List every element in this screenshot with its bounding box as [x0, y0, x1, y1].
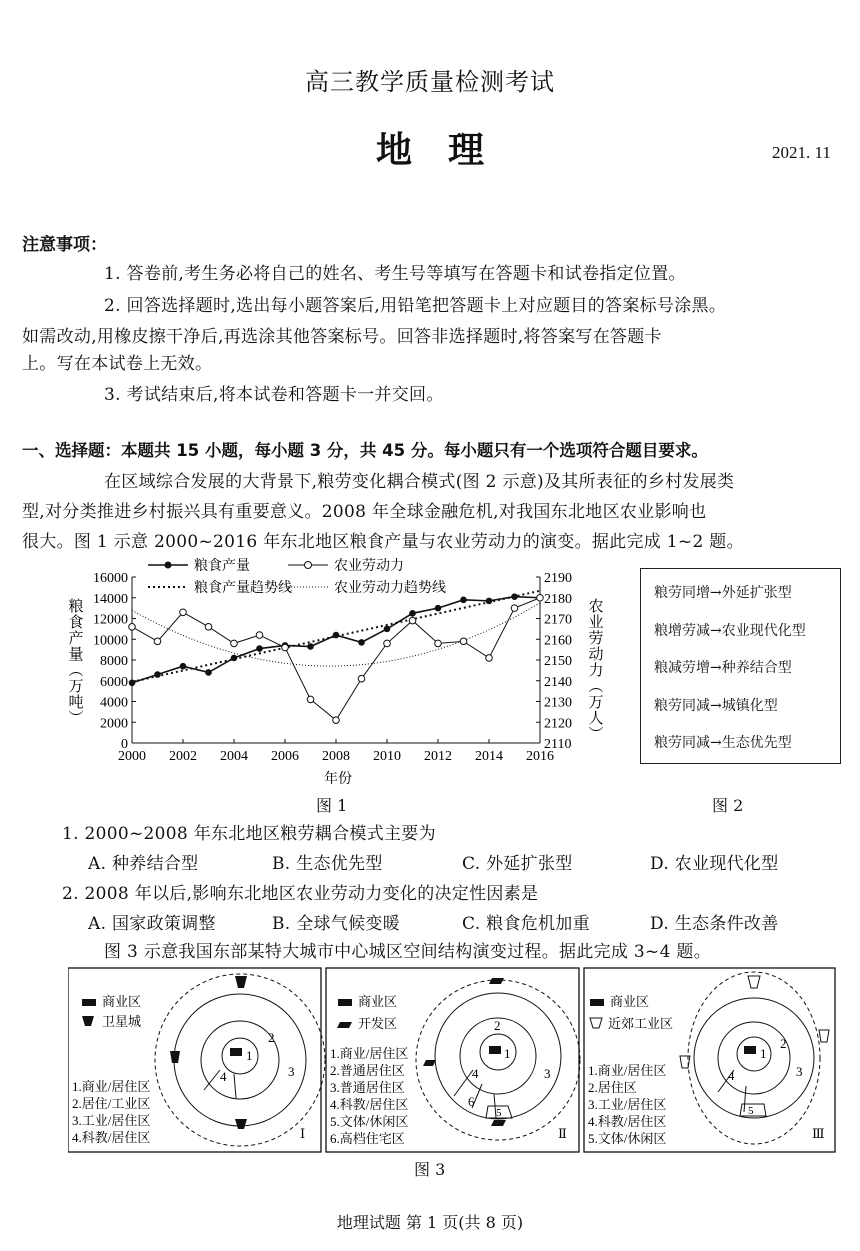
commercial-icon: [230, 1048, 242, 1056]
q2-option-d[interactable]: D. 生态条件改善: [650, 914, 779, 934]
notice-item: 如需改动,用橡皮擦干净后,再选涂其他答案标号。回答非选择题时,将答案写在答题卡: [22, 327, 662, 347]
grain-point: [409, 610, 416, 617]
labor-point: [511, 605, 518, 612]
q2-option-b[interactable]: B. 全球气候变暖: [272, 914, 400, 934]
satellite-city-icon: [170, 1051, 180, 1063]
svg-text:4: 4: [472, 1066, 479, 1081]
right-tick-label: 2120: [544, 716, 572, 732]
legend-development-zone-icon: [337, 1022, 352, 1028]
labor-point: [180, 609, 187, 616]
svg-text:3.普通居住区: 3.普通居住区: [330, 1080, 405, 1095]
x-tick-label: 2008: [322, 749, 350, 764]
notice-item: 3. 考试结束后,将本试卷和答题卡一并交回。: [104, 385, 444, 405]
grain-point: [333, 632, 340, 639]
development-zone-icon: [423, 1060, 436, 1066]
left-tick-label: 10000: [93, 633, 128, 649]
notice-item: 2. 回答选择题时,选出每小题答案后,用铅笔把答题卡上对应题目的答案标号涂黑。: [104, 296, 727, 316]
legend-suburban-industry-icon: [590, 1018, 602, 1028]
svg-text:商业区: 商业区: [610, 994, 650, 1009]
legend-grain: 粮食产量: [194, 559, 250, 574]
figure2-item: 粮减劳增→种养结合型: [654, 660, 792, 676]
grain-point: [486, 598, 493, 605]
commercial-icon: [489, 1046, 501, 1054]
legend-satellite-icon: [82, 1016, 94, 1026]
grain-point: [358, 639, 365, 646]
svg-text:1: 1: [760, 1046, 767, 1061]
legend-labor: 农业劳动力: [334, 559, 404, 574]
q2-option-a[interactable]: A. 国家政策调整: [88, 914, 216, 934]
page-footer: 地理试题 第 1 页(共 8 页): [336, 1213, 524, 1232]
svg-text:3.工业/居住区: 3.工业/居住区: [588, 1097, 667, 1112]
svg-text:5: 5: [748, 1105, 754, 1117]
svg-text:4.科教/居住区: 4.科教/居住区: [330, 1097, 409, 1112]
series-lines: [129, 593, 544, 723]
subject-title: 地 理: [375, 130, 484, 171]
x-axis-title: 年份: [324, 772, 352, 787]
left-tick-label: 12000: [93, 612, 128, 628]
exam-title: 高三教学质量检测考试: [305, 68, 555, 96]
svg-text:Ⅲ: Ⅲ: [812, 1126, 825, 1141]
svg-text:2.居住/工业区: 2.居住/工业区: [72, 1096, 151, 1111]
svg-text:3.工业/居住区: 3.工业/居住区: [72, 1113, 151, 1128]
svg-text:2: 2: [268, 1030, 275, 1045]
svg-text:1: 1: [504, 1046, 511, 1061]
figure2-item: 粮劳同减→城镇化型: [654, 698, 778, 714]
grain-point: [256, 645, 263, 652]
intro-line: 很大。图 1 示意 2000~2016 年东北地区粮食产量与农业劳动力的演变。据此完成 1~2 题。: [22, 532, 744, 552]
intro-line: 型,对分类推进乡村振兴具有重要意义。2008 年全球金融危机,对我国东北地区农业影响也: [22, 502, 707, 522]
x-tick-label: 2014: [475, 749, 503, 764]
left-tick-label: 4000: [100, 695, 128, 711]
labor-point: [154, 638, 161, 645]
right-tick-label: 2170: [544, 612, 572, 628]
labor-point: [256, 632, 263, 639]
labor-point: [409, 617, 416, 624]
q1-option-d[interactable]: D. 农业现代化型: [650, 854, 779, 874]
legend-commercial-icon: [82, 999, 96, 1006]
figure1-chart: [60, 553, 620, 788]
right-tick-label: 2140: [544, 674, 572, 690]
left-axis-ticks: [93, 571, 136, 752]
svg-text:4.科教/居住区: 4.科教/居住区: [588, 1114, 667, 1129]
satellite-city-icon: [235, 976, 247, 988]
svg-text:3: 3: [544, 1066, 551, 1081]
x-tick-label: 2010: [373, 749, 401, 764]
section-heading: 一、选择题：本题共 15 小题，每小题 3 分，共 45 分。每小题只有一个选项符合题目要求。: [22, 441, 708, 460]
svg-text:近郊工业区: 近郊工业区: [608, 1016, 674, 1031]
grain-point: [205, 669, 212, 676]
svg-text:1.商业/居住区: 1.商业/居住区: [330, 1046, 409, 1061]
legend-grain-trend: 粮食产量趋势线: [194, 581, 292, 596]
right-tick-label: 2160: [544, 633, 572, 649]
satellite-city-icon: [235, 1119, 247, 1129]
figure3-caption: 图 3: [414, 1160, 446, 1179]
grain-point: [231, 655, 238, 662]
labor-point: [435, 640, 442, 647]
figure2-item: 粮劳同减→生态优先型: [654, 735, 792, 751]
svg-text:Ⅱ: Ⅱ: [558, 1126, 567, 1141]
x-tick-label: 2016: [526, 749, 554, 764]
exam-date: 2021. 11: [772, 143, 831, 162]
grain-point: [307, 643, 314, 650]
suburban-industry-icon: [748, 976, 760, 988]
labor-point: [537, 594, 544, 601]
svg-text:4: 4: [728, 1068, 735, 1083]
svg-text:2.居住区: 2.居住区: [588, 1080, 637, 1095]
svg-text:5.文体/休闲区: 5.文体/休闲区: [588, 1131, 667, 1146]
left-tick-label: 6000: [100, 674, 128, 690]
q2-option-c[interactable]: C. 粮食危机加重: [462, 914, 590, 934]
labor-point: [486, 655, 493, 662]
right-tick-label: 2150: [544, 654, 572, 669]
svg-text:5.文体/休闲区: 5.文体/休闲区: [330, 1114, 409, 1129]
x-tick-label: 2000: [118, 749, 146, 764]
figure2-item: 粮增劳减→农业现代化型: [654, 623, 806, 639]
left-axis-title: 粮食产量︵万吨︶: [68, 599, 84, 727]
right-axis-title: 农业劳动力︵万人︶: [588, 599, 604, 743]
svg-text:6: 6: [468, 1094, 475, 1109]
grain-point: [180, 663, 187, 670]
svg-text:2: 2: [780, 1036, 787, 1051]
grain-point: [154, 671, 161, 678]
svg-text:6.高档住宅区: 6.高档住宅区: [330, 1131, 405, 1146]
svg-text:卫星城: 卫星城: [102, 1014, 142, 1029]
labor-point: [129, 624, 136, 631]
left-tick-label: 16000: [93, 571, 128, 586]
q1-option-a[interactable]: A. 种养结合型: [88, 854, 199, 874]
intro-line: 在区域综合发展的大背景下,粮劳变化耦合模式(图 2 示意)及其所表征的乡村发展类: [104, 472, 735, 492]
right-tick-label: 2190: [544, 571, 572, 586]
labor-point: [307, 696, 314, 703]
panel-1: [68, 968, 325, 1152]
x-tick-label: 2002: [169, 749, 197, 764]
svg-text:4: 4: [220, 1069, 227, 1084]
left-tick-label: 2000: [100, 716, 128, 732]
grain-line: [132, 597, 540, 683]
right-tick-label: 2110: [544, 737, 572, 752]
grain-point: [511, 593, 518, 600]
legend-labor-trend: 农业劳动力趋势线: [334, 581, 446, 596]
panel-3: [584, 968, 835, 1152]
svg-text:1.商业/居住区: 1.商业/居住区: [72, 1079, 151, 1094]
svg-text:4.科教/居住区: 4.科教/居住区: [72, 1130, 151, 1145]
svg-text:商业区: 商业区: [102, 994, 142, 1009]
fig3-intro: 图 3 示意我国东部某特大城市中心城区空间结构演变过程。据此完成 3~4 题。: [104, 942, 712, 962]
figure2-caption: 图 2: [712, 796, 744, 815]
labor-point: [282, 644, 289, 651]
development-zone-icon: [491, 1120, 506, 1126]
svg-text:2.普通居住区: 2.普通居住区: [330, 1063, 405, 1078]
svg-text:2: 2: [494, 1018, 501, 1033]
left-tick-label: 14000: [93, 591, 128, 607]
q1-option-c[interactable]: C. 外延扩张型: [462, 854, 573, 874]
x-axis-ticks: [118, 739, 554, 764]
svg-text:3: 3: [288, 1064, 295, 1079]
x-tick-label: 2004: [220, 749, 248, 764]
panel-2: [326, 968, 580, 1152]
suburban-industry-icon: [819, 1030, 829, 1042]
x-tick-label: 2012: [424, 749, 452, 764]
notice-item: 上。写在本试卷上无效。: [22, 354, 213, 374]
figure2-item: 粮劳同增→外延扩张型: [654, 585, 792, 601]
commercial-icon: [744, 1046, 756, 1054]
labor-point: [205, 624, 212, 631]
labor-point: [460, 638, 467, 645]
grain-point: [460, 597, 467, 604]
notice-item: 1. 答卷前,考生务必将自己的姓名、考生号等填写在答题卡和试卷指定位置。: [104, 264, 686, 284]
svg-text:Ⅰ: Ⅰ: [300, 1126, 306, 1141]
svg-text:商业区: 商业区: [358, 994, 398, 1009]
figure1-caption: 图 1: [316, 796, 348, 815]
legend-commercial-icon: [338, 999, 352, 1006]
grain-point: [129, 680, 136, 687]
svg-text:3: 3: [796, 1064, 803, 1079]
svg-text:1.商业/居住区: 1.商业/居住区: [588, 1063, 667, 1078]
grain-point: [435, 605, 442, 612]
question-2-stem: 2. 2008 年以后,影响东北地区农业劳动力变化的决定性因素是: [62, 884, 539, 904]
question-1-stem: 1. 2000~2008 年东北地区粮劳耦合模式主要为: [62, 824, 436, 844]
labor-point: [384, 640, 391, 647]
labor-point: [333, 717, 340, 724]
grain-point: [384, 626, 391, 633]
development-zone-icon: [489, 978, 504, 984]
left-tick-label: 8000: [100, 654, 128, 669]
right-tick-label: 2180: [544, 591, 572, 607]
left-tick-label: 0: [121, 737, 128, 752]
labor-point: [231, 640, 238, 647]
chart-legend: [148, 557, 446, 596]
svg-text:开发区: 开发区: [358, 1016, 398, 1031]
labor-point: [358, 675, 365, 682]
svg-text:1: 1: [246, 1048, 253, 1063]
svg-text:5: 5: [496, 1107, 502, 1119]
legend-commercial-icon: [590, 999, 604, 1006]
notice-heading: 注意事项：: [22, 235, 107, 255]
labor-line: [132, 598, 540, 720]
right-tick-label: 2130: [544, 695, 572, 711]
q1-option-b[interactable]: B. 生态优先型: [272, 854, 383, 874]
figure3: [68, 966, 838, 1156]
x-tick-label: 2006: [271, 749, 299, 764]
